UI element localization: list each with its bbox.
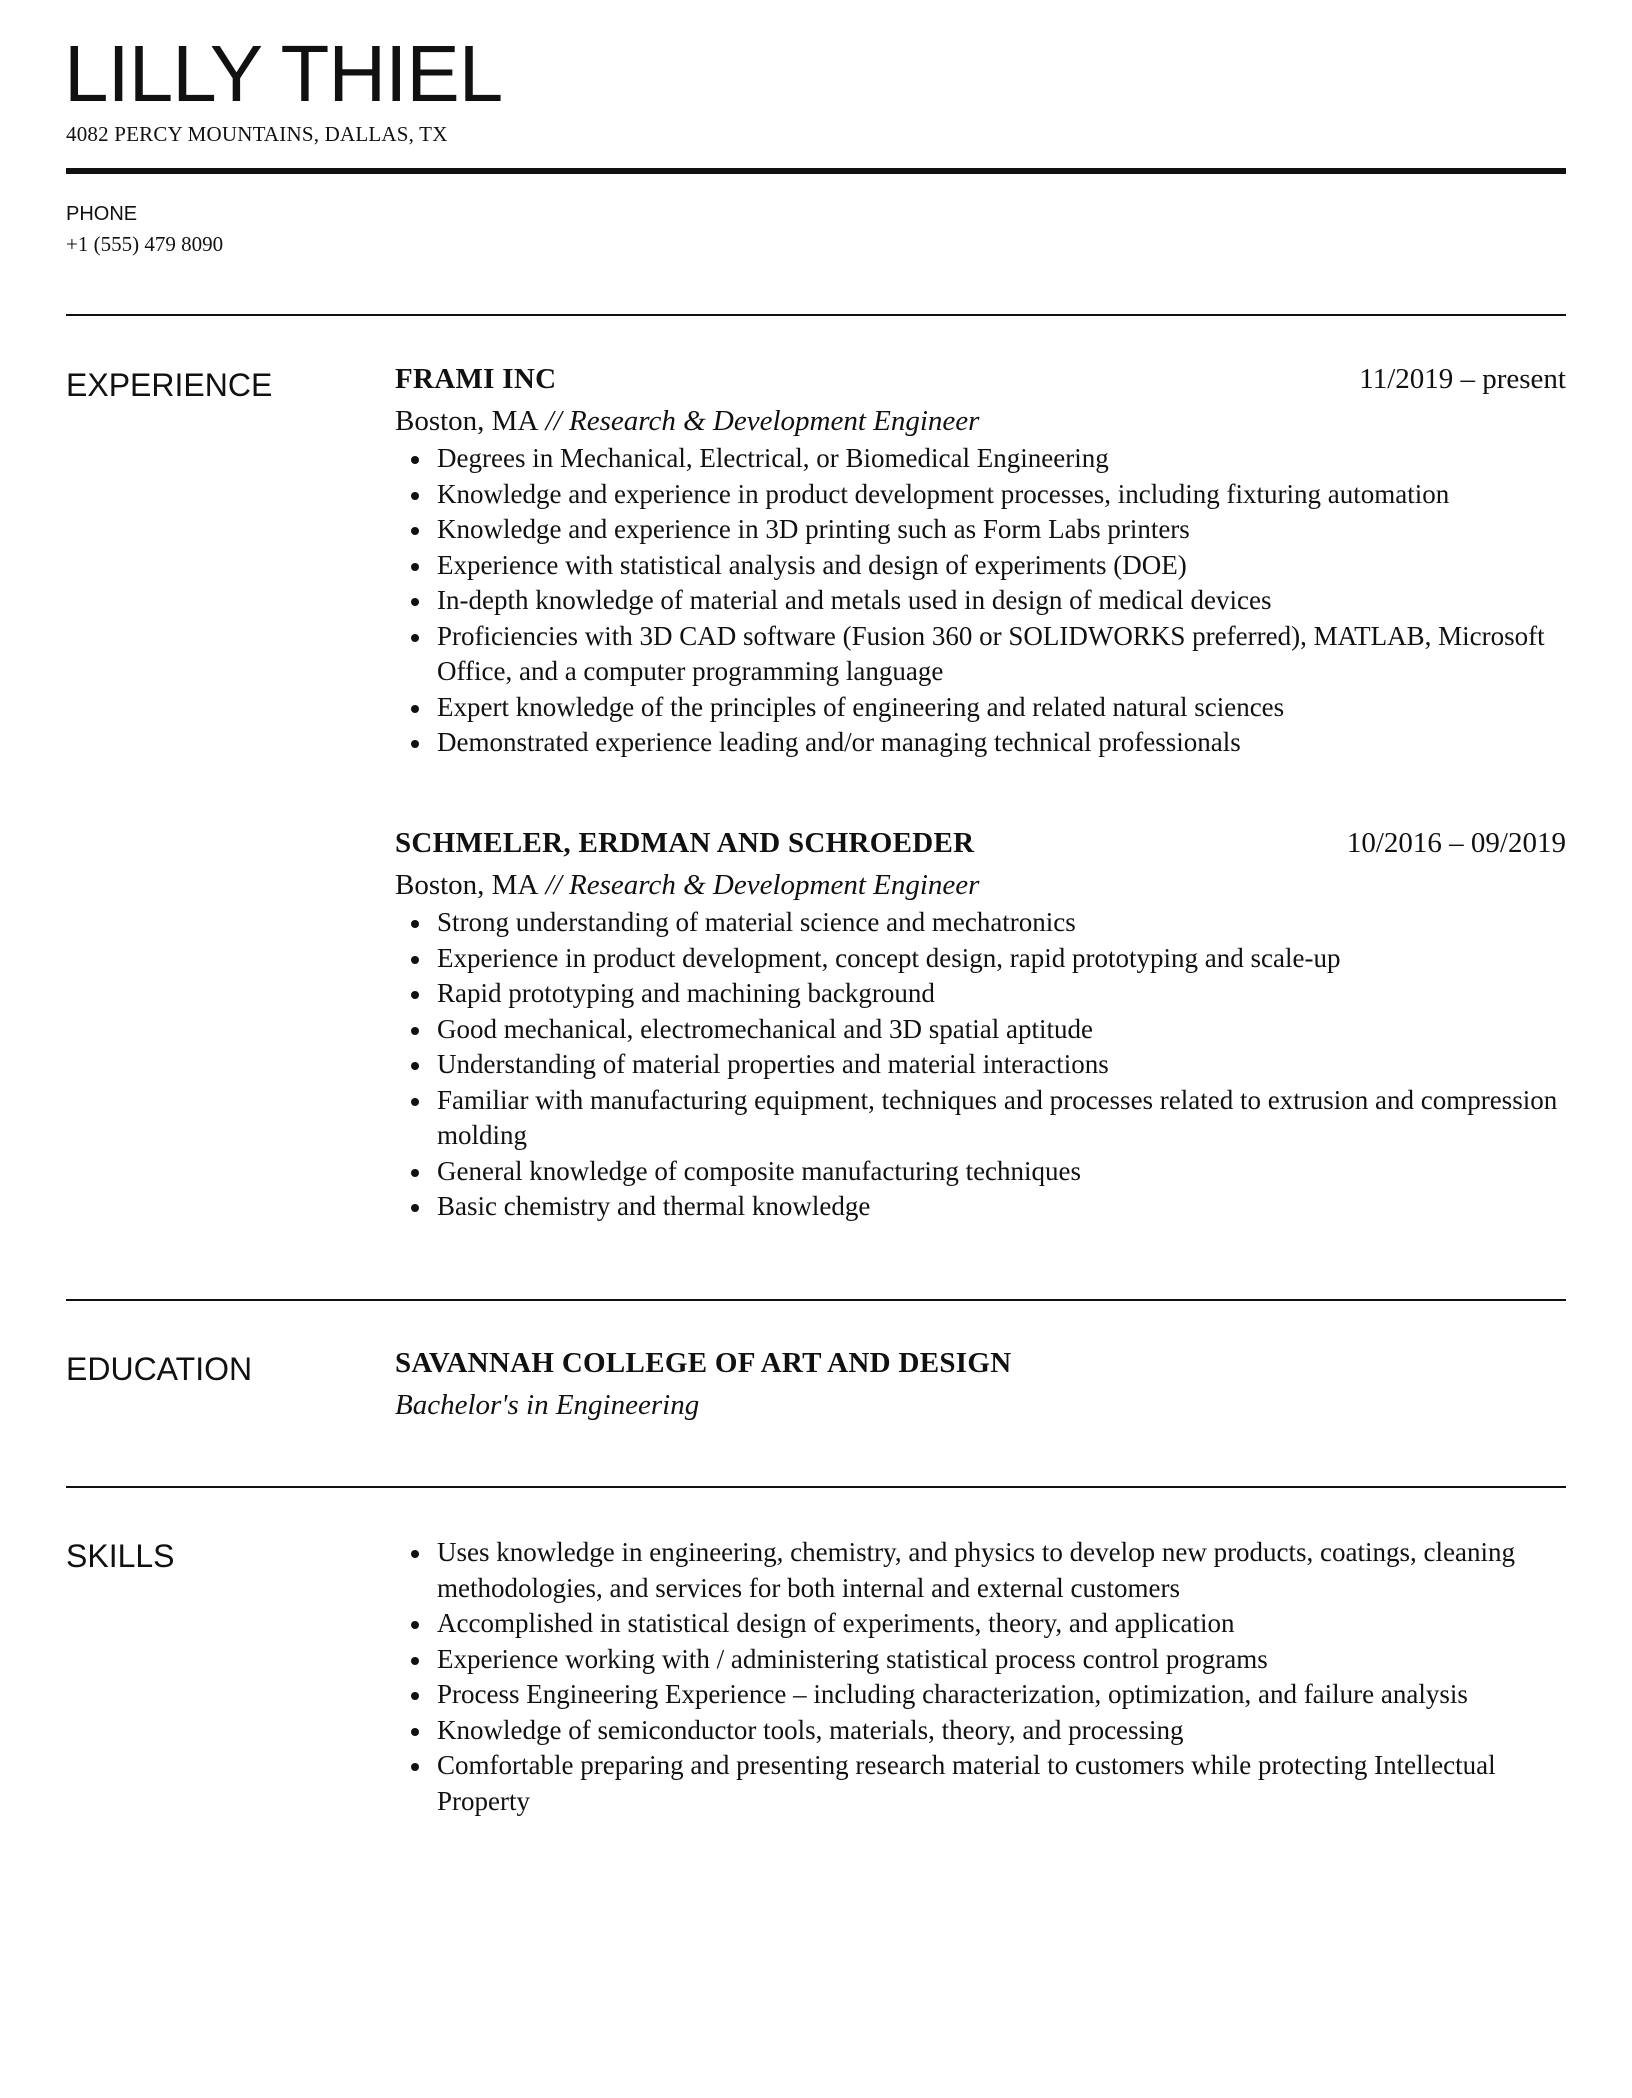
section-divider-experience <box>66 314 1566 316</box>
list-item: Degrees in Mechanical, Electrical, or Biomedical Engineering <box>395 441 1566 477</box>
list-item: Knowledge and experience in 3D printing such as Form Labs printers <box>395 512 1566 548</box>
section-divider-skills <box>66 1486 1566 1488</box>
list-item: Rapid prototyping and machining background <box>395 976 1566 1012</box>
experience-entry-2 <box>395 827 1566 1225</box>
list-item: Strong understanding of material science and mechatronics <box>395 905 1566 941</box>
company-name: FRAMI INC <box>395 363 557 395</box>
phone-label: PHONE <box>66 203 138 225</box>
list-item: Knowledge of semiconductor tools, materials, theory, and processing <box>395 1713 1566 1749</box>
list-item: Accomplished in statistical design of experiments, theory, and application <box>395 1606 1566 1642</box>
list-item: Good mechanical, electromechanical and 3D spatial aptitude <box>395 1012 1566 1048</box>
list-item: Experience in product development, concept design, rapid prototyping and scale-up <box>395 941 1566 977</box>
responsibilities-list <box>395 441 1566 761</box>
education-section-title: EDUCATION <box>66 1351 253 1387</box>
skills-entry <box>395 1535 1566 1819</box>
list-item: Expert knowledge of the principles of engineering and related natural sciences <box>395 690 1566 726</box>
candidate-address: 4082 PERCY MOUNTAINS, DALLAS, TX <box>66 122 448 146</box>
job-location: Boston, MA <box>395 405 539 437</box>
responsibilities-list <box>395 905 1566 1225</box>
section-divider-education <box>66 1299 1566 1301</box>
employment-dates: 11/2019 – present <box>1359 363 1566 395</box>
phone-value: +1 (555) 479 8090 <box>66 232 224 256</box>
role-separator: // <box>538 405 570 437</box>
list-item: Familiar with manufacturing equipment, techniques and processes related to extrusion and compression molding <box>395 1083 1566 1154</box>
list-item: Process Engineering Experience – including characterization, optimization, and failure analysis <box>395 1677 1566 1713</box>
list-item: Knowledge and experience in product development processes, including fixturing automation <box>395 477 1566 513</box>
employment-dates: 10/2016 – 09/2019 <box>1346 827 1566 859</box>
location-role-line <box>395 401 1566 441</box>
job-location: Boston, MA <box>395 869 539 901</box>
entry-header <box>395 1347 1566 1385</box>
company-name: SCHMELER, ERDMAN AND SCHROEDER <box>395 827 975 859</box>
list-item: Experience with statistical analysis and design of experiments (DOE) <box>395 548 1566 584</box>
list-item: Basic chemistry and thermal knowledge <box>395 1189 1566 1225</box>
education-entry <box>395 1347 1566 1425</box>
location-role-line <box>395 865 1566 905</box>
skills-list <box>395 1535 1566 1819</box>
entry-header <box>395 363 1566 401</box>
skills-section-title: SKILLS <box>66 1538 175 1574</box>
job-role: Research & Development Engineer <box>569 405 980 437</box>
list-item: General knowledge of composite manufacturing techniques <box>395 1154 1566 1190</box>
list-item: In-depth knowledge of material and metals used in design of medical devices <box>395 583 1566 619</box>
list-item: Experience working with / administering statistical process control programs <box>395 1642 1566 1678</box>
experience-section-title: EXPERIENCE <box>66 367 273 403</box>
list-item: Comfortable preparing and presenting research material to customers while protecting Intellectual Property <box>395 1748 1566 1819</box>
degree: Bachelor's in Engineering <box>395 1389 700 1421</box>
job-role: Research & Development Engineer <box>569 869 980 901</box>
school-name: SAVANNAH COLLEGE OF ART AND DESIGN <box>395 1347 1012 1379</box>
list-item: Uses knowledge in engineering, chemistry, and physics to develop new products, coatings, cleaning methodologies, and services for both internal and external customers <box>395 1535 1566 1606</box>
candidate-name: LILLY THIEL <box>64 29 503 118</box>
header-divider <box>66 168 1566 174</box>
list-item: Understanding of material properties and material interactions <box>395 1047 1566 1083</box>
entry-header <box>395 827 1566 865</box>
list-item: Demonstrated experience leading and/or managing technical professionals <box>395 725 1566 761</box>
list-item: Proficiencies with 3D CAD software (Fusion 360 or SOLIDWORKS preferred), MATLAB, Microsoft Office, and a computer programming language <box>395 619 1566 690</box>
role-separator: // <box>538 869 570 901</box>
experience-entry-1 <box>395 363 1566 761</box>
